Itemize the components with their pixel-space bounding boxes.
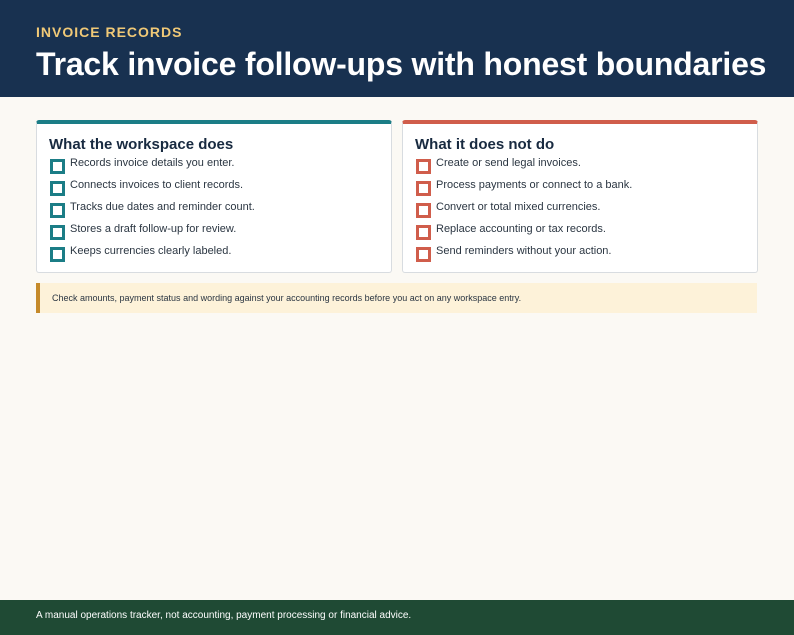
does-not-item-label: Process payments or connect to a bank. — [436, 179, 633, 191]
does-item — [49, 178, 379, 200]
teal-square-icon — [50, 159, 65, 174]
does-not-item-label: Convert or total mixed currencies. — [436, 201, 601, 213]
page-footer: A manual operations tracker, not accounting, payment processing or financial advice. — [0, 600, 794, 635]
does-not-item — [415, 200, 745, 222]
red-square-icon — [416, 203, 431, 218]
page-title: Track invoice follow-ups with honest boundaries — [36, 46, 767, 82]
capability-cards — [36, 120, 757, 273]
red-square-icon — [416, 181, 431, 196]
does-not-item-label: Send reminders without your action. — [436, 245, 612, 257]
does-card — [36, 120, 392, 273]
teal-square-icon — [50, 225, 65, 240]
teal-square-icon — [50, 181, 65, 196]
does-item-label: Records invoice details you enter. — [70, 157, 235, 169]
verification-notice: Check amounts, payment status and wording against your accounting records before you act on any workspace entry. — [36, 283, 757, 313]
does-item — [49, 200, 379, 222]
page-header — [0, 0, 794, 97]
red-square-icon — [416, 159, 431, 174]
teal-square-icon — [50, 203, 65, 218]
does-item — [49, 222, 379, 244]
does-not-item — [415, 178, 745, 200]
does-not-item — [415, 222, 745, 244]
does-item-label: Connects invoices to client records. — [70, 179, 244, 191]
does-not-item-label: Replace accounting or tax records. — [436, 223, 606, 235]
does-not-item-label: Create or send legal invoices. — [436, 157, 581, 169]
does-card-title: What the workspace does — [49, 136, 234, 153]
does-item-label: Tracks due dates and reminder count. — [70, 201, 255, 213]
section-eyebrow: INVOICE RECORDS — [36, 24, 183, 40]
does-item — [49, 156, 379, 178]
does-item-label: Stores a draft follow-up for review. — [70, 223, 237, 235]
red-square-icon — [416, 225, 431, 240]
does-item-label: Keeps currencies clearly labeled. — [70, 245, 232, 257]
red-square-icon — [416, 247, 431, 262]
does-not-card — [402, 120, 758, 273]
does-not-card-title: What it does not do — [415, 136, 555, 153]
does-not-item — [415, 244, 745, 266]
does-not-item — [415, 156, 745, 178]
teal-square-icon — [50, 247, 65, 262]
does-item — [49, 244, 379, 266]
